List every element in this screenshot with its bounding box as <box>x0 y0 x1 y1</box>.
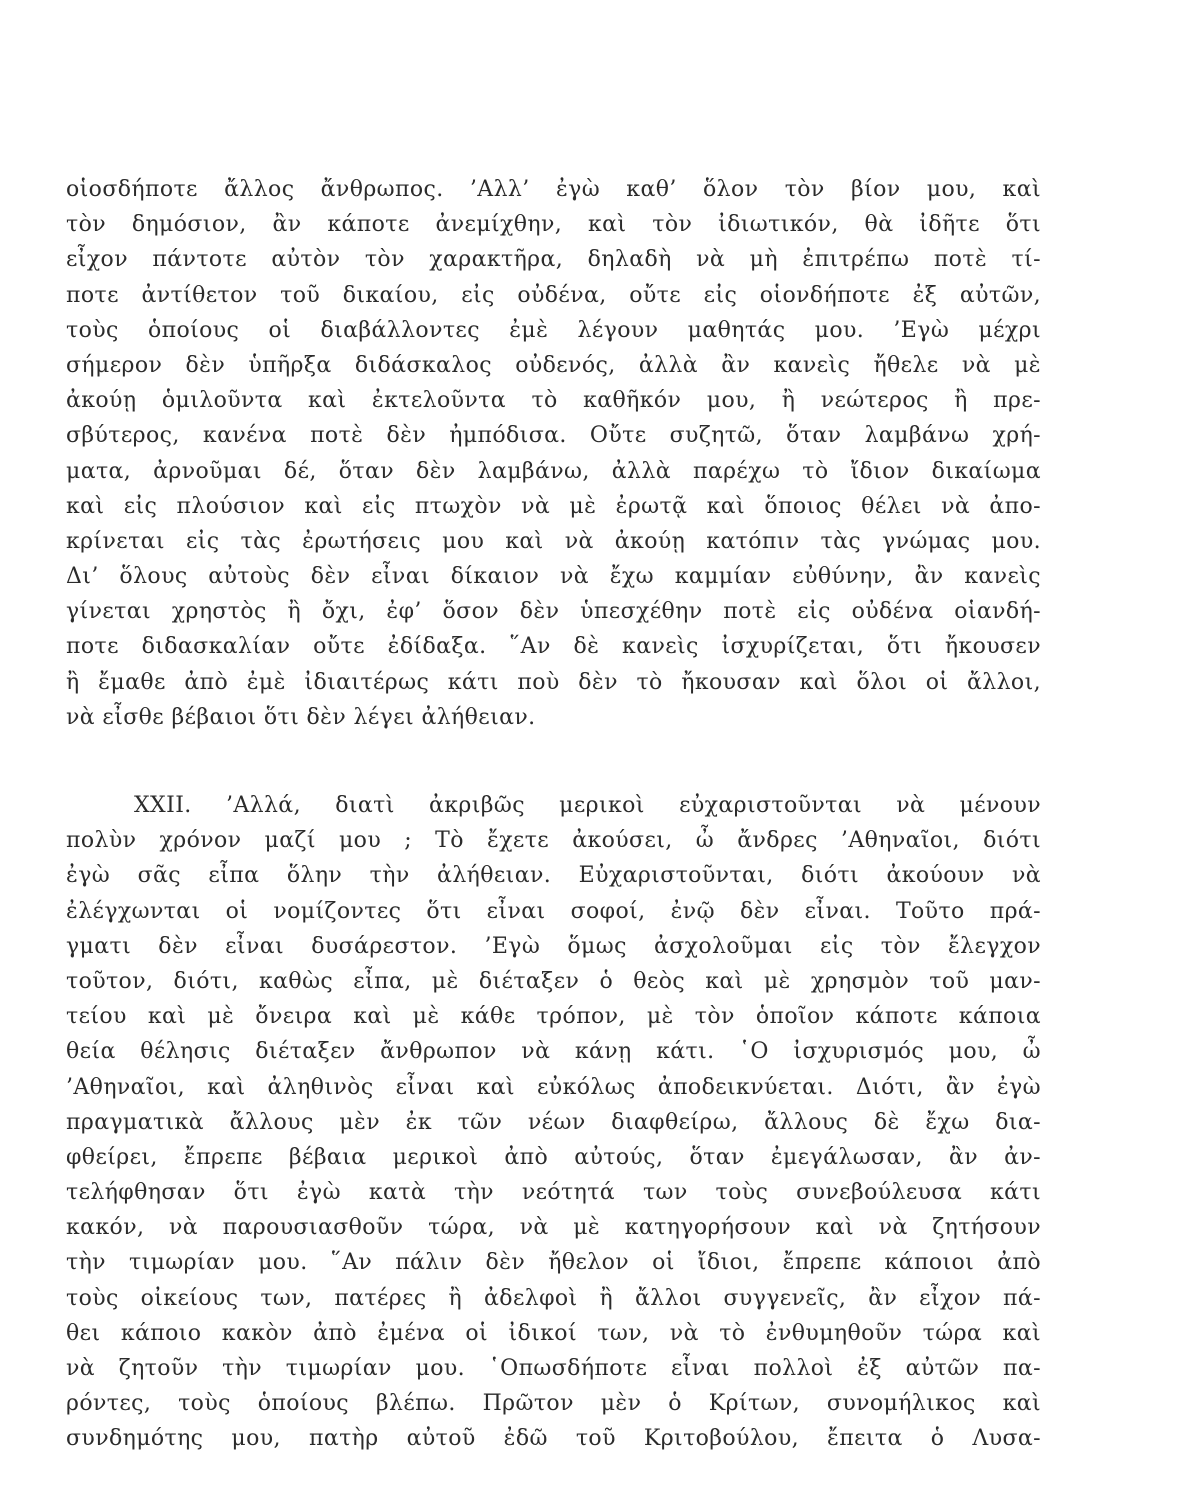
text-line: γματι δὲν εἶναι δυσάρεστον. ’Εγὼ ὅμως ἀσχολοῦμαι εἰς τὸν ἔλεγχον <box>66 933 1041 959</box>
text-line: εἶχον πάντοτε αὐτὸν τὸν χαρακτῆρα, δηλαδὴ νὰ μὴ ἐπιτρέπω ποτὲ τί- <box>66 247 1041 273</box>
text-line: κακόν, νὰ παρουσιασθοῦν τώρα, νὰ μὲ κατηγορήσουν καὶ νὰ ζητήσουν <box>66 1215 1041 1241</box>
text-line: σήμερον δὲν ὑπῆρξα διδάσκαλος οὐδενός, ἀλλὰ ἂν κανεὶς ἤθελε νὰ μὲ <box>66 352 1041 378</box>
text-line: κρίνεται εἰς τὰς ἐρωτήσεις μου καὶ νὰ ἀκούῃ κατόπιν τὰς γνώμας μου. <box>66 528 1041 554</box>
text-line: ματα, ἀρνοῦμαι δέ, ὅταν δὲν λαμβάνω, ἀλλὰ παρέχω τὸ ἴδιον δικαίωμα <box>66 458 1041 484</box>
text-line: θει κάποιο κακὸν ἀπὸ ἐμένα οἱ ἰδικοί των, νὰ τὸ ἐνθυμηθοῦν τώρα καὶ <box>66 1320 1041 1346</box>
text-line: Δι’ ὅλους αὐτοὺς δὲν εἶναι δίκαιον νὰ ἔχω καμμίαν εὐθύνην, ἂν κανεὶς <box>66 564 1041 590</box>
text-line: ’Αθηναῖοι, καὶ ἀληθινὸς εἶναι καὶ εὐκόλως ἀποδεικνύεται. Διότι, ἂν ἐγὼ <box>66 1074 1041 1100</box>
text-line: ποτε ἀντίθετον τοῦ δικαίου, εἰς οὐδένα, οὔτε εἰς οἱονδήποτε ἐξ αὐτῶν, <box>66 282 1041 308</box>
text-line: τὸν δημόσιον, ἂν κάποτε ἀνεμίχθην, καὶ τὸν ἰδιωτικόν, θὰ ἰδῆτε ὅτι <box>66 212 1041 238</box>
text-line: θεία θέλησις διέταξεν ἄνθρωπον νὰ κάνῃ κάτι. ῾Ο ἰσχυρισμός μου, ὦ <box>66 1039 1041 1065</box>
paragraph-2 <box>66 788 1041 1457</box>
text-line: τοὺς οἰκείους των, πατέρες ἢ ἀδελφοὶ ἢ ἄλλοι συγγενεῖς, ἂν εἶχον πά- <box>66 1285 1041 1311</box>
text-line: τελήφθησαν ὅτι ἐγὼ κατὰ τὴν νεότητά των τοὺς συνεβούλευσα κάτι <box>66 1180 1041 1206</box>
text-line: καὶ εἰς πλούσιον καὶ εἰς πτωχὸν νὰ μὲ ἐρωτᾷ καὶ ὅποιος θέλει νὰ ἀπο- <box>66 493 1041 519</box>
text-line: γίνεται χρηστὸς ἢ ὄχι, ἐφ’ ὅσον δὲν ὑπεσχέθην ποτὲ εἰς οὐδένα οἱανδή- <box>66 599 1041 625</box>
text-line: XXII. ’Αλλά, διατὶ ἀκριβῶς μερικοὶ εὐχαριστοῦνται νὰ μένουν <box>134 793 1041 818</box>
text-line: ἀκούῃ ὁμιλοῦντα καὶ ἐκτελοῦντα τὸ καθῆκόν μου, ἢ νεώτερος ἢ πρε- <box>66 388 1041 414</box>
text-line: ποτε διδασκαλίαν οὔτε ἐδίδαξα. ῞Αν δὲ κανεὶς ἰσχυρίζεται, ὅτι ἤκουσεν <box>66 634 1041 660</box>
text-line: ἐγὼ σᾶς εἶπα ὅλην τὴν ἀλήθειαν. Εὐχαριστοῦνται, διότι ἀκούουν νὰ <box>66 863 1041 889</box>
text-line: οἱοσδήποτε ἄλλος ἄνθρωπος. ’Αλλ’ ἐγὼ καθ’ ὅλον τὸν βίον μου, καὶ <box>66 177 1041 202</box>
text-line: τοῦτον, διότι, καθὼς εἶπα, μὲ διέταξεν ὁ θεὸς καὶ μὲ χρησμὸν τοῦ μαν- <box>66 968 1041 994</box>
text-line: τοὺς ὁποίους οἱ διαβάλλοντες ἐμὲ λέγουν μαθητάς μου. ’Εγὼ μέχρι <box>66 317 1041 343</box>
text-line: πολὺν χρόνον μαζί μου ; Τὸ ἔχετε ἀκούσει, ὦ ἄνδρες ’Αθηναῖοι, διότι <box>66 828 1041 854</box>
text-line: τείου καὶ μὲ ὄνειρα καὶ μὲ κάθε τρόπον, μὲ τὸν ὁποῖον κάποτε κάποια <box>66 1004 1041 1030</box>
text-line: νὰ εἶσθε βέβαιοι ὅτι δὲν λέγει ἀλήθειαν. <box>66 704 536 730</box>
text-line: ρόντες, τοὺς ὁποίους βλέπω. Πρῶτον μὲν ὁ Κρίτων, συνομήλικος καὶ <box>66 1391 1041 1417</box>
text-line: νὰ ζητοῦν τὴν τιμωρίαν μου. ῾Οπωσδήποτε εἶναι πολλοὶ ἐξ αὐτῶν πα- <box>66 1356 1041 1381</box>
text-line: τὴν τιμωρίαν μου. ῞Αν πάλιν δὲν ἤθελον οἱ ἴδιοι, ἔπρεπε κάποιοι ἀπὸ <box>66 1250 1041 1276</box>
text-line: φθείρει, ἔπρεπε βέβαια μερικοὶ ἀπὸ αὐτούς, ὅταν ἐμεγάλωσαν, ἂν ἀν- <box>66 1144 1041 1170</box>
text-line: ἢ ἔμαθε ἀπὸ ἐμὲ ἰδιαιτέρως κάτι ποὺ δὲν τὸ ἤκουσαν καὶ ὅλοι οἱ ἄλλοι, <box>66 669 1041 695</box>
text-line: συνδημότης μου, πατὴρ αὐτοῦ ἐδῶ τοῦ Κριτοβούλου, ἔπειτα ὁ Λυσα- <box>66 1426 1041 1452</box>
paragraph-1 <box>66 172 1041 735</box>
text-line: πραγματικὰ ἄλλους μὲν ἐκ τῶν νέων διαφθείρω, ἄλλους δὲ ἔχω δια- <box>66 1109 1041 1135</box>
text-line: σβύτερος, κανένα ποτὲ δὲν ἠμπόδισα. Οὔτε συζητῶ, ὅταν λαμβάνω χρή- <box>66 423 1041 449</box>
text-line: ἐλέγχωνται οἱ νομίζοντες ὅτι εἶναι σοφοί, ἐνῷ δὲν εἶναι. Τοῦτο πρά- <box>66 898 1041 924</box>
